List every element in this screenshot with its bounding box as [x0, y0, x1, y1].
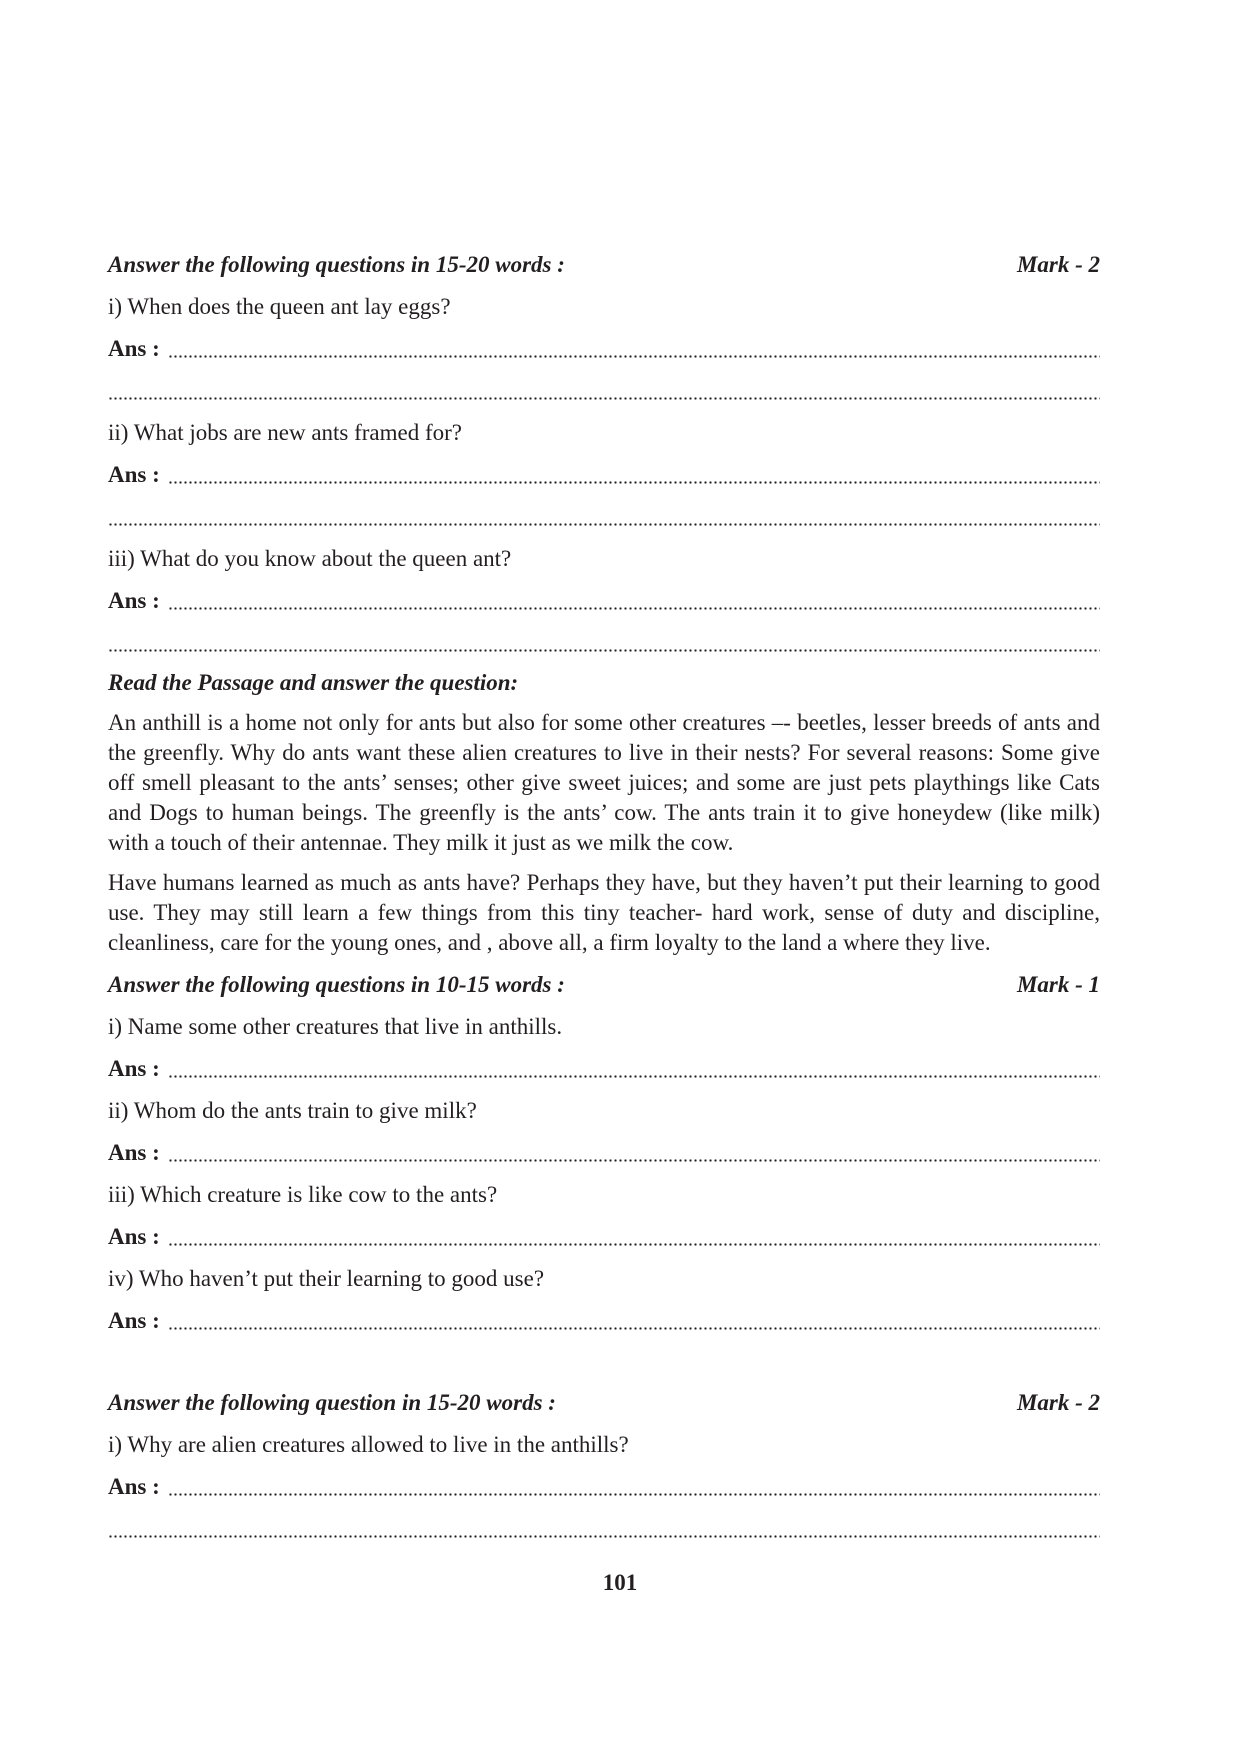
answer-line[interactable] — [108, 1222, 1100, 1252]
answer-dots — [168, 1327, 1100, 1330]
page-number: 101 — [602, 1570, 638, 1595]
answer-line[interactable] — [108, 586, 1100, 616]
answer-dots — [168, 607, 1100, 610]
answer-dots — [168, 481, 1100, 484]
answer-continuation-line[interactable] — [108, 628, 1100, 658]
answer-dots — [168, 1243, 1100, 1246]
answer-dots — [108, 649, 1100, 652]
passage-paragraph: Have humans learned as much as ants have? Perhaps they have, but they haven’t put their learning to good use. They may still learn a few things from this tiny teacher- hard work, sense of duty and discipline, cleanliness, care for the young ones, and , above all, a firm loyalty to the land a where they live. — [108, 870, 1100, 955]
answer-line[interactable] — [108, 334, 1100, 364]
section3-marks: Mark - 2 — [1016, 1390, 1100, 1415]
answer-line[interactable] — [108, 1472, 1100, 1502]
passage-title: Read the Passage and answer the question: — [108, 670, 519, 695]
worksheet-page — [108, 250, 1100, 1544]
ans-label: Ans : — [108, 336, 160, 361]
answer-line[interactable] — [108, 1138, 1100, 1168]
answer-dots — [108, 1535, 1100, 1538]
passage-paragraph: An anthill is a home not only for ants but also for some other creatures –- beetles, lesser breeds of ants and the greenfly. Why do ants want these alien creatures to live in their nests? For several reasons: Some give off smell pleasant to the ants’ senses; other give sweet juices; and some are just pets playthings like Cats and Dogs to human beings. The greenfly is the ants’ cow. The ants train it to give honeydew (like milk) with a touch of their antennae. They milk it just as we milk the cow. — [108, 710, 1100, 855]
answer-dots — [108, 397, 1100, 400]
section2-heading-row — [108, 970, 1100, 1000]
section1-marks: Mark - 2 — [1016, 252, 1100, 277]
answer-continuation-line[interactable] — [108, 1514, 1100, 1544]
ans-label: Ans : — [108, 1056, 160, 1081]
section1-heading: Answer the following questions in 15-20 words : — [108, 252, 565, 277]
ans-label: Ans : — [108, 588, 160, 613]
question-text: i) Name some other creatures that live in anthills. — [108, 1014, 563, 1039]
answer-continuation-line[interactable] — [108, 502, 1100, 532]
answer-continuation-line[interactable] — [108, 376, 1100, 406]
ans-label: Ans : — [108, 1224, 160, 1249]
question-text: iii) Which creature is like cow to the ants? — [108, 1182, 498, 1207]
ans-label: Ans : — [108, 1474, 160, 1499]
section1-heading-row — [108, 250, 1100, 280]
answer-dots — [168, 355, 1100, 358]
question-text: iii) What do you know about the queen ant? — [108, 546, 512, 571]
question-text: ii) Whom do the ants train to give milk? — [108, 1098, 477, 1123]
section3-heading: Answer the following question in 15-20 words : — [108, 1390, 556, 1415]
question-text: ii) What jobs are new ants framed for? — [108, 420, 463, 445]
answer-line[interactable] — [108, 1054, 1100, 1084]
ans-label: Ans : — [108, 1308, 160, 1333]
question-text: i) Why are alien creatures allowed to live in the anthills? — [108, 1432, 629, 1457]
answer-line[interactable] — [108, 460, 1100, 490]
question-text: iv) Who haven’t put their learning to good use? — [108, 1266, 545, 1291]
ans-label: Ans : — [108, 1140, 160, 1165]
answer-dots — [168, 1493, 1100, 1496]
section2-marks: Mark - 1 — [1016, 972, 1100, 997]
section2-heading: Answer the following questions in 10-15 words : — [108, 972, 565, 997]
answer-line[interactable] — [108, 1306, 1100, 1336]
answer-dots — [108, 523, 1100, 526]
ans-label: Ans : — [108, 462, 160, 487]
answer-dots — [168, 1159, 1100, 1162]
section3-heading-row — [108, 1388, 1100, 1418]
answer-dots — [168, 1075, 1100, 1078]
question-text: i) When does the queen ant lay eggs? — [108, 294, 451, 319]
